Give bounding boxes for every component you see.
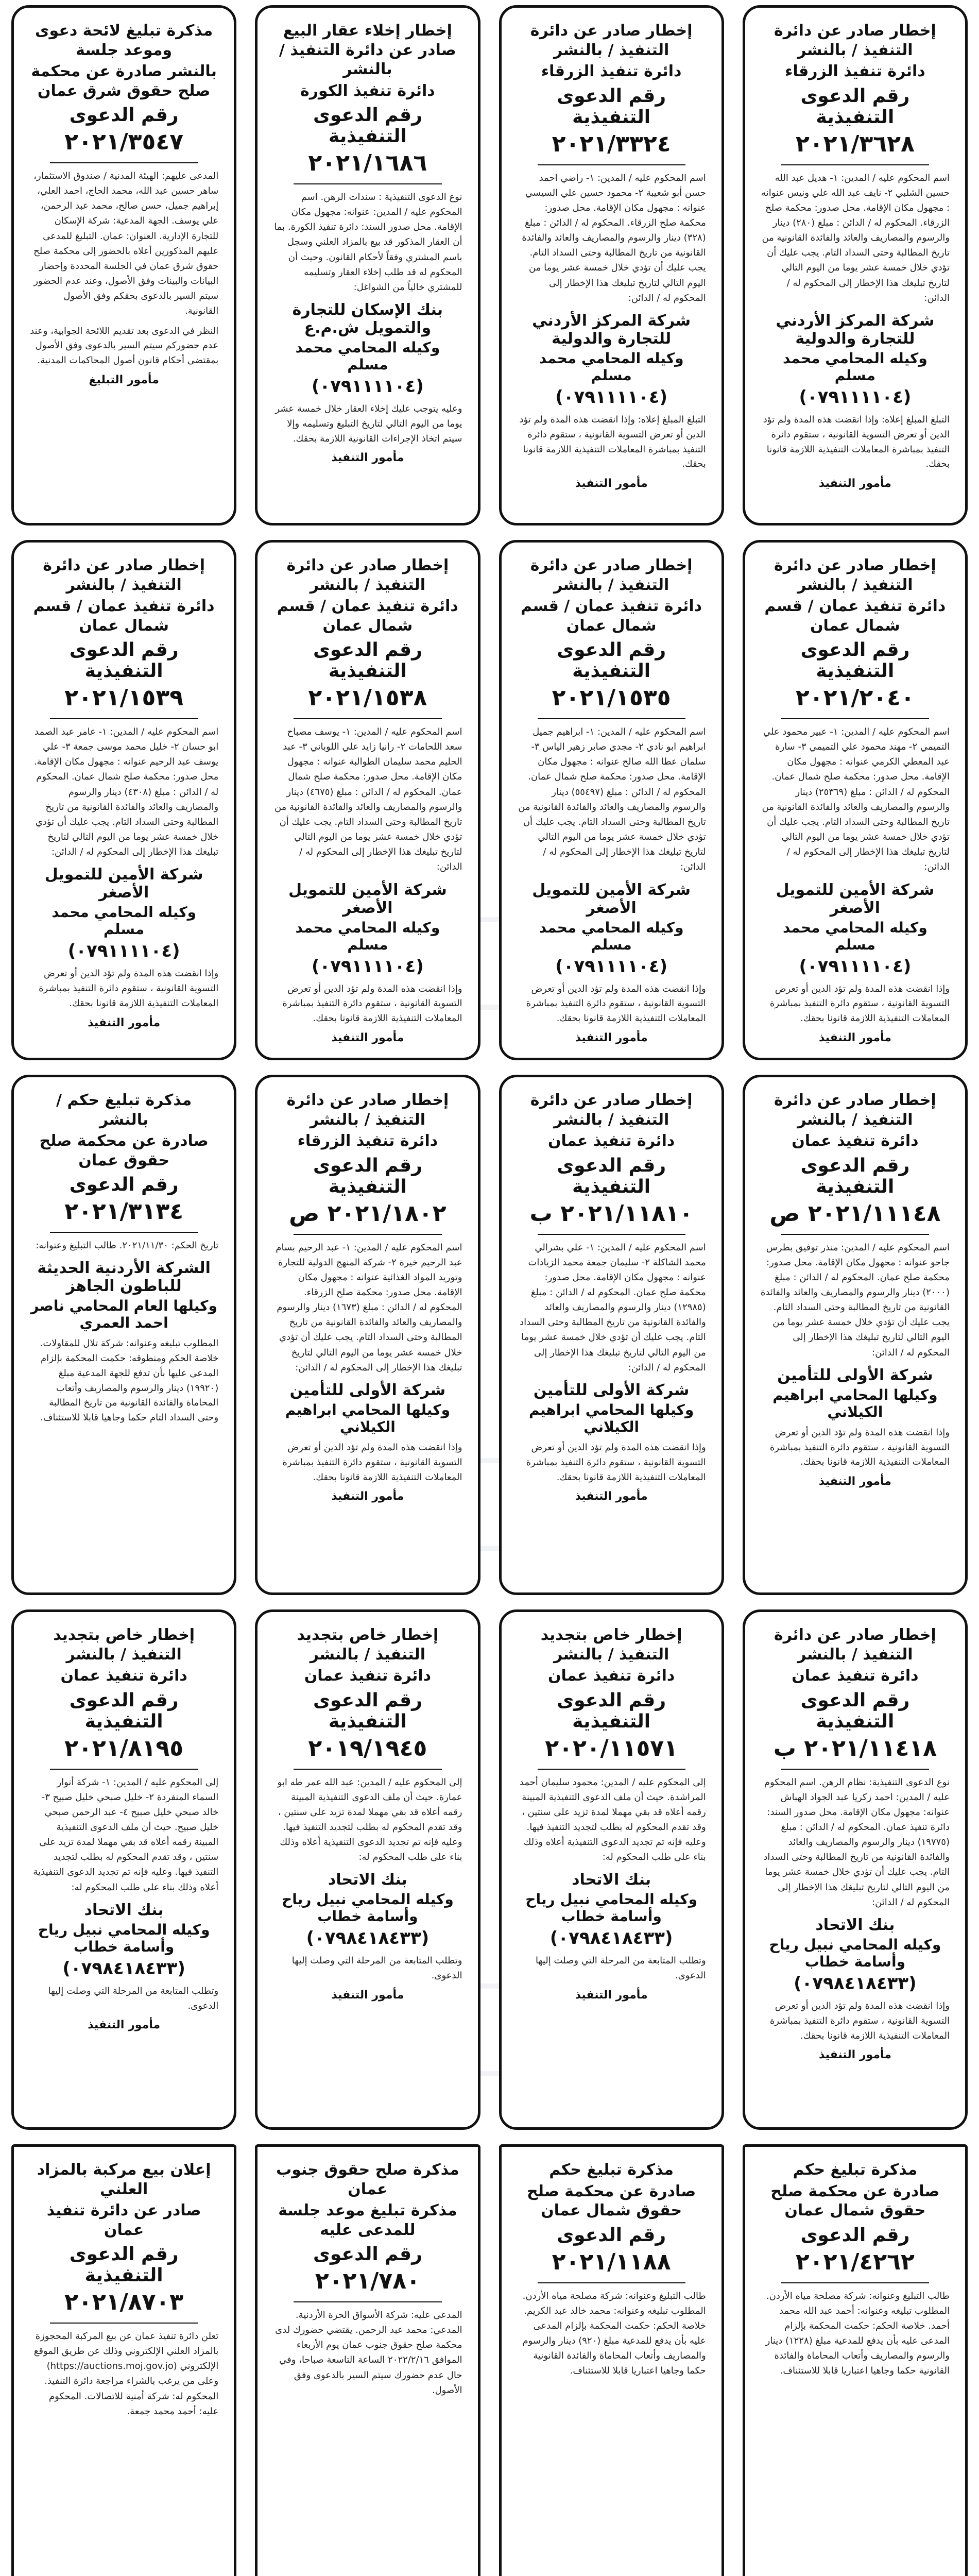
lawyer-name: وكيله المحامي نبيل رياح وأسامة خطاب bbox=[769, 1936, 941, 1970]
notice-body: اسم المحكوم عليه / المدين: ١- عامر عبد الصمد ابو حسان ٢- خليل محمد موسى جمعة ٣- علي يوسف عبد الرحيم عنوانه : مجهول مكان الإقامة. محل صدور: محكمة صلح شمال عمان. المحكوم له / الدائن : مبلغ (٤٣٠٨) دينار والرسوم والمصاريف والعائد والفائدة القانونية من تاريخ المطالبة وحتى السداد التام. يجب عليك أن تؤدي خلال خمسة عشر يوما من اليوم التالي لتاريخ تبليغك هذا الإخطار إلى المحكوم له / الدائن: bbox=[33, 726, 219, 858]
legal-notice bbox=[11, 1609, 236, 2130]
notice-signature: مأمور التنفيذ bbox=[331, 1031, 404, 1044]
creditor-name: شركة الأولى للتأمين bbox=[777, 1366, 933, 1384]
notice-subheading: دائرة تنفيذ عمان / قسم شمال عمان bbox=[277, 597, 458, 635]
notice-heading: مذكرة تبليغ لائحة دعوى وموعد جلسة bbox=[35, 22, 213, 59]
case-label: رقم الدعوى التنفيذية bbox=[69, 2244, 179, 2286]
divider bbox=[50, 1769, 198, 1770]
notice-heading: إخطار صادر عن دائرة التنفيذ / بالنشر bbox=[774, 1091, 936, 1129]
phone-number: (٠٧٩١١١١٠٤) bbox=[311, 376, 424, 397]
creditor-name: شركة الأمين للتمويل الأصغر bbox=[288, 880, 447, 917]
creditor-name: شركة المركز الأردني للتجارة والدولية bbox=[532, 311, 691, 348]
notice-signature: مأمور التنفيذ bbox=[818, 1031, 891, 1044]
notice-signature: مأمور التنفيذ bbox=[818, 477, 891, 490]
notice-subheading: صادرة عن محكمة صلح حقوق شمال عمان bbox=[526, 2182, 696, 2219]
lawyer-name: وكيله المحامي نبيل رياح وأسامة خطاب bbox=[38, 1921, 210, 1955]
phone-number: (٠٧٩١١١١٠٤) bbox=[799, 386, 912, 408]
case-number: ٢٠٢١/٨١٩٥ bbox=[64, 1735, 184, 1761]
notice-body: اسم المحكوم عليه / المدين: ١- علي بشرالي محمد الشاكلة ٢- سليمان جمعة محمد الزيادات عنوانه : مجهول مكان الإقامة. محل صدور: محكمة صلح عمان. المحكوم له / الدائن : مبلغ (١٢٩٨٥) دينار والرسوم والمصاريف والعائد والفائدة القانونية من تاريخ المطالبة وحتى السداد التام. يجب عليك أن تؤدي خلال خمسة عشر يوما من اليوم التالي لتاريخ تبليغك هذا الإخطار إلى المحكوم له / الدائن: bbox=[520, 1242, 706, 1373]
notice-body: تعلن دائرة تنفيذ عمان عن بيع المركبة المحجوزة بالمزاد العلني الإلكتروني وذلك عن طريق الموقع الإلكتروني (https://auctions.moj.gov.jo) وعلى من يرغب بالشراء مراجعة دائرة التنفيذ. المحكوم له: شركة أمنية للاتصالات. المحكوم عليه: أحمد محمد جمعة. bbox=[33, 2331, 219, 2417]
notice-closing-text: وإذا انقضت هذه المدة ولم تؤد الدين أو تعرض التسوية القانونية ، ستقوم دائرة التنفيذ بمباشرة المعاملات التنفيذية اللازمة قانونا بحقك. bbox=[769, 1427, 950, 1468]
lawyer-name: وكيلها العام المحامي ناصر احمد العمري bbox=[30, 1297, 217, 1332]
divider bbox=[294, 1234, 441, 1235]
notice-body: إلى المحكوم عليه / المدين: عبد الله عمر طه ابو عمارة. حيث أن ملف الدعوى التنفيذية المبينة رقمه أعلاه قد بقي مهملا لمدة تزيد على سنتين ، وقد تقدم المحكوم له بطلب لتجديد التنفيذ فيها. وعليه فإنه تم تجديد الدعوى التنفيذية أعلاه وذلك بناء على طلب المحكوم له: bbox=[277, 1776, 462, 1863]
case-label: رقم الدعوى التنفيذية bbox=[313, 1689, 422, 1732]
case-label: رقم الدعوى التنفيذية bbox=[800, 1155, 910, 1197]
notice-subheading: دائرة تنفيذ عمان / قسم شمال عمان bbox=[33, 597, 215, 635]
notice-signature: مأمور التنفيذ bbox=[818, 1475, 891, 1488]
case-number: ٢٠٢١/١٥٣٩ bbox=[64, 685, 184, 711]
creditor-name: شركة الأمين للتمويل الأصغر bbox=[776, 880, 935, 917]
notice-closing-text: المطلوب تبليغه وعنوانه: شركة تلال للمقاولات. خلاصة الحكم ومنطوقه: حكمت المحكمة بإلزام المدعى عليها بأن تدفع للجهة المدعية مبلغ (١٩٩٢٠) دينار والرسوم والمصاريف وأتعاب المحاماة والفائدة القانونية من تاريخ المطالبة وحتى السداد التام حكما وجاهيا قابلا للاستئناف. bbox=[40, 1338, 219, 1423]
notice-body: اسم المحكوم عليه / المدين: ١- راضي احمد حسن أبو شعيبة ٢- محمود حسين علي السيسي عنوانه : مجهول مكان الإقامة. محل صدور: محكمة صلح الزرقاء. المحكوم له / الدائن : مبلغ (٣٢٨) دينار والرسوم والمصاريف والعائد والفائدة القانونية من تاريخ المطالبة وحتى السداد التام. يجب عليك أن تؤدي خلال خمسة عشر يوما من اليوم التالي لتاريخ تبليغك هذا الإخطار إلى المحكوم له / الدائن: bbox=[522, 172, 706, 303]
notice-body: تاريخ الحكم: ٢٠٢١/١١/٣٠. طالب التبليغ وعنوانه: bbox=[36, 1240, 219, 1251]
case-label: رقم الدعوى التنفيذية bbox=[69, 1689, 179, 1732]
case-label: رقم الدعوى التنفيذية bbox=[557, 1689, 666, 1732]
notice-body: اسم المحكوم عليه / المدين: ١- ابراهيم جميل ابراهيم ابو نادي ٢- مجدي صابر زهير الياس ٣- سلمان عطا الله صالح عنوانه : مجهول مكان الإقامة. محل صدور: محكمة صلح شمال عمان. المحكوم له / الدائن : مبلغ (٥٥٤٩٧) دينار والرسوم والمصاريف والعائد والفائدة القانونية من تاريخ المطالبة وحتى السداد التام. يجب عليك أن تؤدي خلال خمسة عشر يوما من اليوم التالي لتاريخ تبليغك هذا الإخطار إلى المحكوم له / الدائن: bbox=[518, 726, 706, 873]
notice-heading: إخطار صادر عن دائرة التنفيذ / بالنشر bbox=[286, 1091, 449, 1129]
lawyer-name: وكيله المحامي محمد مسلم bbox=[539, 349, 684, 384]
notice-body: اسم المحكوم عليه / المدين: ١- هديل عبد الله حسين الشلبي ٢- نايف عبد الله علي ونيس عنوانه : مجهول مكان الإقامة. محل صدور: محكمة صلح الزرقاء. المحكوم له / الدائن : مبلغ (٢٨٠) دينار والرسوم والمصاريف والعائد والفائدة القانونية من تاريخ المطالبة وحتى السداد التام. يجب عليك أن تؤدي خلال خمسة عشر يوما من اليوم التالي لتاريخ تبليغك هذا الإخطار إلى المحكوم له / الدائن: bbox=[761, 172, 950, 303]
case-number: ٢٠٢١/١٥٣٨ bbox=[308, 685, 427, 711]
case-number: ٢٠٢١/١١٨٨ bbox=[552, 2248, 671, 2275]
notice-heading: إخطار صادر عن دائرة التنفيذ / بالنشر bbox=[774, 1626, 936, 1664]
notices-grid bbox=[11, 5, 968, 2576]
legal-notice bbox=[255, 2144, 480, 2576]
divider bbox=[50, 718, 198, 719]
notice-heading: مذكرة تبليغ حكم / بالنشر bbox=[56, 1091, 192, 1129]
notice-signature: مأمور التبليغ bbox=[89, 373, 159, 386]
case-number: ٢٠٢١/٣٣٢٤ bbox=[552, 130, 671, 157]
divider bbox=[781, 1769, 929, 1770]
case-label: رقم الدعوى التنفيذية bbox=[69, 639, 179, 682]
legal-notice bbox=[255, 5, 480, 526]
divider bbox=[781, 164, 929, 165]
notice-signature: مأمور التنفيذ bbox=[575, 1490, 648, 1503]
divider bbox=[294, 718, 441, 719]
notice-body: نوع الدعوى التنفيذية: نظام الرهن. اسم المحكوم عليه / المدين: احمد زكريا عبد الجواد الهباش عنوانه: مجهول مكان الإقامة. محل صدور السند: دائرة تنفيذ عمان. المحكوم له / الدائن : مبلغ (١٩٧٧٥) دينار والرسوم والمصاريف والعائد والفائدة القانونية من تاريخ المطالبة وحتى السداد التام. يجب عليك أن تؤدي خلال خمسة عشر يوما من اليوم التالي لتاريخ تبليغك هذا الإخطار إلى المحكوم له / الدائن: bbox=[763, 1776, 950, 1908]
notice-heading: إخطار صادر عن دائرة التنفيذ / بالنشر bbox=[530, 1091, 693, 1129]
phone-number: (٠٧٩١١١١٠٤) bbox=[799, 956, 912, 977]
divider bbox=[50, 1232, 198, 1233]
notice-body: المدعى عليهم: الهيئة المدنية / صندوق الاستثمار، ساهر حسين عبد الله، محمد الحاج، احمد العلي، إبراهيم جميل، حسن صالح، محمد عبد الرحمن، علي يوسف. الجهة المدعية: شركة الإسكان للتجارة الإدارية. العنوان: عمان. التبليغ للمدعى عليهم المذكورين أعلاه بالحضور إلى محكمة صلح حقوق شرق عمان في الجلسة المحددة وإحضار البيانات والبينات وفق الأصول، وعند عدم الحضور سيتم السير بالدعوى بحقكم وفق الأصول القانونية. bbox=[33, 171, 219, 317]
notice-subheading: دائرة تنفيذ عمان / قسم شمال عمان bbox=[521, 597, 702, 635]
notice-body: المدعى عليه: شركة الأسواق الحرة الأردنية. المدعي: محمد عبد الرحمن. يقتضي حضورك لدى محكمة صلح حقوق جنوب عمان يوم الأربعاء الموافق ٢٠٢٢/٢/١٦ الساعة التاسعة صباحا، وفي حال عدم حضورك سيتم السير بالدعوى وفق الأصول. bbox=[275, 2310, 462, 2396]
creditor-name: الشركة الأردنية الحديثة للباطون الجاهز bbox=[37, 1259, 211, 1296]
notice-heading: مذكرة صلح حقوق جنوب عمان bbox=[276, 2161, 459, 2198]
case-label: رقم الدعوى التنفيذية bbox=[557, 85, 666, 128]
case-number: ٢٠٢١/٣١٣٤ bbox=[64, 1198, 184, 1225]
case-number: ٢٠١٩/١٩٤٥ bbox=[308, 1735, 427, 1761]
notice-subheading: دائرة تنفيذ الزرقاء bbox=[785, 62, 925, 80]
case-label: رقم الدعوى التنفيذية bbox=[800, 85, 910, 128]
notice-heading: إعلان بيع مركبة بالمزاد العلني bbox=[37, 2161, 211, 2198]
case-number: ٢٠٢١/١١٤١٨ ب bbox=[773, 1735, 937, 1761]
case-number: ٢٠٢١/٧٨٠ bbox=[315, 2268, 420, 2294]
notice-closing-text: وإذا انقضت هذه المدة ولم تؤد الدين أو تعرض التسوية القانونية ، ستقوم دائرة التنفيذ بمباشرة المعاملات التنفيذية اللازمة قانونا بحقك. bbox=[39, 968, 219, 1009]
case-label: رقم الدعوى bbox=[69, 1174, 179, 1195]
notice-closing-text: وإذا انقضت هذه المدة ولم تؤد الدين أو تعرض التسوية القانونية ، ستقوم دائرة التنفيذ بمباشرة المعاملات التنفيذية اللازمة قانونا بحقك. bbox=[282, 983, 462, 1024]
notice-subheading: دائرة تنفيذ عمان bbox=[792, 1132, 919, 1150]
phone-number: (٠٧٩٨٤١٨٤٣٣) bbox=[794, 1973, 917, 1994]
notice-body: اسم المحكوم عليه / المدين: ١- عبد الرحيم بسام عبد الرحيم خيرة ٢- شركة المنهج الدولية للتجارة وتوريد المواد الغذائية عنوانه : مجهول مكان الإقامة. محل صدور: محكمة صلح الزرقاء. المحكوم له / الدائن : مبلغ (١٦٧٣) دينار والرسوم والمصاريف والعائد والفائدة القانونية من تاريخ المطالبة وحتى السداد التام. يجب عليك أن تؤدي خلال خمسة عشر يوما من اليوم التالي لتاريخ تبليغك هذا الإخطار إلى المحكوم له / الدائن: bbox=[276, 1242, 462, 1373]
phone-number: (٠٧٩٨٤١٨٤٣٣) bbox=[549, 1928, 673, 1949]
notice-body: طالب التبليغ وعنوانه: شركة مصلحة مياه الأردن. المطلوب تبليغه وعنوانه: أحمد عبد الله محمد أحمد. خلاصة الحكم: حكمت المحكمة بإلزام المدعى عليه بأن يدفع للمدعية مبلغ (١٢٢٨) دينار والرسوم والمصاريف وأتعاب المحاماة والفائدة القانونية حكما وجاهيا اعتباريا قابلا للاستئناف. bbox=[765, 2290, 950, 2377]
notice-closing-text: وإذا انقضت هذه المدة ولم تؤد الدين أو تعرض التسوية القانونية ، ستقوم دائرة التنفيذ بمباشرة المعاملات التنفيذية اللازمة قانونا بحقك. bbox=[526, 1442, 706, 1483]
notice-closing-text: وعليه يتوجب عليك إخلاء العقار خلال خمسة عشر يوما من اليوم التالي لتاريخ التبليغ وتسليمه وإلا سيتم اتخاذ الإجراءات القانونية اللازمة بحقك. bbox=[275, 403, 462, 444]
notice-heading: إخطار صادر عن دائرة التنفيذ / بالنشر bbox=[774, 556, 936, 594]
notice-closing-text: وإذا انقضت هذه المدة ولم تؤد الدين أو تعرض التسوية القانونية ، ستقوم دائرة التنفيذ بمباشرة المعاملات التنفيذية اللازمة قانونا بحقك. bbox=[526, 983, 706, 1024]
divider bbox=[294, 2301, 441, 2302]
notice-subheading: دائرة تنفيذ عمان bbox=[60, 1667, 187, 1685]
lawyer-name: وكيله المحامي محمد مسلم bbox=[295, 919, 440, 953]
notice-closing-text: وإذا انقضت هذه المدة ولم تؤد الدين أو تعرض التسوية القانونية ، ستقوم دائرة التنفيذ بمباشرة المعاملات التنفيذية اللازمة قانونا بحقك. bbox=[769, 983, 950, 1024]
lawyer-name: وكيله المحامي نبيل رياح وأسامة خطاب bbox=[525, 1891, 697, 1925]
legal-notice bbox=[11, 1075, 236, 1595]
legal-notice bbox=[499, 1075, 724, 1595]
lawyer-name: وكيله المحامي محمد مسلم bbox=[783, 919, 928, 953]
phone-number: (٠٧٩٨٤١٨٤٣٣) bbox=[306, 1928, 430, 1949]
case-number: ٢٠٢١/١٦٨٦ bbox=[308, 150, 427, 176]
case-label: رقم الدعوى bbox=[69, 105, 179, 126]
notice-closing-text: وتطلب المتابعة من المرحلة التي وصلت إليها الدعوى. bbox=[291, 1955, 462, 1981]
case-number: ٢٠٢١/١١١٤٨ ص bbox=[769, 1200, 941, 1227]
notice-signature: مأمور التنفيذ bbox=[331, 1490, 404, 1503]
notice-subheading: دائرة تنفيذ عمان bbox=[792, 1667, 919, 1685]
case-number: ٢٠٢١/١٨٠٢ ص bbox=[289, 1200, 446, 1227]
notice-closing-text: وتطلب المتابعة من المرحلة التي وصلت إليها الدعوى. bbox=[536, 1955, 706, 1981]
notice-subheading: صادرة عن محكمة صلح حقوق شمال عمان bbox=[770, 2182, 940, 2219]
case-number: ٢٠٢١/٣٦٢٨ bbox=[795, 130, 915, 157]
case-label: رقم الدعوى التنفيذية bbox=[800, 639, 910, 682]
divider bbox=[781, 2282, 929, 2283]
phone-number: (٠٧٩١١١١٠٤) bbox=[555, 386, 668, 408]
case-number: ٢٠٢١/٨٧٠٣ bbox=[64, 2289, 184, 2315]
case-label: رقم الدعوى التنفيذية bbox=[557, 1155, 666, 1197]
divider bbox=[781, 718, 929, 719]
creditor-name: بنك الاتحاد bbox=[84, 1901, 164, 1919]
creditor-name: بنك الاتحاد bbox=[815, 1916, 895, 1934]
notice-heading: إخطار خاص بتجديد التنفيذ / بالنشر bbox=[53, 1626, 195, 1664]
notice-subheading: دائرة تنفيذ عمان / قسم شمال عمان bbox=[764, 597, 946, 635]
case-label: رقم الدعوى bbox=[557, 2224, 666, 2246]
notice-heading: مذكرة تبليغ حكم bbox=[793, 2161, 918, 2179]
legal-notice bbox=[255, 1075, 480, 1595]
notice-subheading: دائرة تنفيذ عمان bbox=[547, 1667, 675, 1685]
creditor-name: بنك الاتحاد bbox=[328, 1871, 407, 1889]
creditor-name: بنك الاتحاد bbox=[572, 1871, 651, 1889]
legal-notice bbox=[11, 5, 236, 526]
case-number: ٢٠٢١/٤٢٦٢ bbox=[795, 2248, 915, 2275]
notice-signature: مأمور التنفيذ bbox=[818, 2048, 891, 2062]
lawyer-name: وكيله المحامي محمد مسلم bbox=[51, 904, 196, 938]
notice-subheading: دائرة تنفيذ عمان bbox=[304, 1667, 432, 1685]
legal-notice bbox=[743, 1075, 968, 1595]
notice-heading: إخطار صادر عن دائرة التنفيذ / بالنشر bbox=[530, 22, 693, 59]
case-number: ٢٠٢٠/١١٥٧١ bbox=[545, 1735, 678, 1761]
creditor-name: شركة الأمين للتمويل الأصغر bbox=[532, 880, 691, 917]
phone-number: (٠٧٩٨٤١٨٤٣٣) bbox=[62, 1958, 185, 1979]
legal-notice bbox=[499, 540, 724, 1060]
legal-notice bbox=[499, 1609, 724, 2130]
notice-signature: مأمور التنفيذ bbox=[575, 1031, 648, 1044]
divider bbox=[50, 2323, 198, 2324]
legal-notice bbox=[743, 2144, 968, 2576]
notice-subheading: دائرة تنفيذ الزرقاء bbox=[541, 62, 682, 80]
legal-notice bbox=[743, 5, 968, 526]
divider bbox=[538, 2282, 685, 2283]
legal-notice bbox=[255, 540, 480, 1060]
lawyer-name: وكيله المحامي محمد مسلم bbox=[539, 919, 684, 953]
notice-signature: مأمور التنفيذ bbox=[331, 451, 404, 465]
notice-closing-text: التبلغ المبلغ إعلاه: وإذا انقضت هذه المدة ولم تؤد الدين أو تعرض التسوية القانونية ، ستقوم دائرة التنفيذ بمباشرة المعاملات التنفيذية اللازمة قانونا بحقك. bbox=[763, 414, 950, 470]
notice-subheading: دائرة تنفيذ الزرقاء bbox=[297, 1132, 438, 1150]
case-number: ٢٠٢١/٣٥٤٧ bbox=[64, 129, 184, 155]
phone-number: (٠٧٩١١١١٠٤) bbox=[555, 956, 668, 977]
creditor-name: شركة الأولى للتأمين bbox=[533, 1381, 690, 1399]
divider bbox=[50, 162, 198, 163]
creditor-name: شركة الأمين للتمويل الأصغر bbox=[44, 866, 203, 902]
notice-body: اسم المحكوم عليه / المدين: منذر توفيق بطرس جاجو عنوانه : مجهول مكان الإقامة. محل صدور: محكمة صلح عمان. المحكوم له / الدائن : مبلغ (٢٠٠٠) دينار والرسوم والمصاريف والعائد والفائدة القانونية من تاريخ المطالبة وحتى السداد التام. يجب عليك أن تؤدي خلال خمسة عشر يوما من اليوم التالي لتاريخ تبليغك هذا الإخطار إلى المحكوم له / الدائن: bbox=[760, 1242, 950, 1358]
notice-body: اسم المحكوم عليه / المدين: ١- عبير محمود علي التميمي ٢- مهند محمود علي التميمي ٣- سارة عبد المعطي الكرمي عنوانه : مجهول مكان الإقامة. محل صدور: محكمة صلح شمال عمان. المحكوم له / الدائن : مبلغ (٢٥٣٦٩) دينار والرسوم والمصاريف والعائد والفائدة القانونية من تاريخ المطالبة وحتى السداد التام. يجب عليك أن تؤدي خلال خمسة عشر يوما من اليوم التالي لتاريخ تبليغك هذا الإخطار إلى المحكوم له / الدائن: bbox=[762, 726, 950, 873]
divider bbox=[538, 1769, 685, 1770]
phone-number: (٠٧٩١١١١٠٤) bbox=[67, 941, 180, 962]
notice-body: اسم المحكوم عليه / المدين: ١- يوسف مصباح سعد اللحامات ٢- رانيا زايد علي اللوباني ٣- عبد الحليم محمد سليمان الطوالبة عنوانه : مجهول مكان الإقامة. محل صدور: محكمة صلح شمال عمان. المحكوم له / الدائن : مبلغ (٤٦٧٥) دينار والرسوم والمصاريف والعائد والفائدة القانونية من تاريخ المطالبة وحتى السداد التام. يجب عليك أن تؤدي خلال خمسة عشر يوما من اليوم التالي لتاريخ تبليغك هذا الإخطار إلى المحكوم له / الدائن: bbox=[274, 726, 462, 873]
creditor-name: شركة الأولى للتأمين bbox=[289, 1381, 446, 1399]
notice-subheading: بالنشر صادرة عن محكمة صلح حقوق شرق عمان bbox=[31, 62, 217, 100]
divider bbox=[538, 164, 685, 165]
legal-notice bbox=[499, 2144, 724, 2576]
lawyer-name: وكيلها المحامي ابراهيم الكيلاني bbox=[529, 1401, 694, 1435]
notice-signature: مأمور التنفيذ bbox=[331, 1989, 404, 2002]
notice-subheading: مذكرة تبليغ موعد جلسة للمدعى عليه bbox=[278, 2201, 457, 2239]
notice-closing-text: وتطلب المتابعة من المرحلة التي وصلت إليها الدعوى. bbox=[48, 1985, 219, 2011]
legal-notice bbox=[499, 5, 724, 526]
legal-notice bbox=[743, 1609, 968, 2130]
phone-number: (٠٧٩١١١١٠٤) bbox=[311, 956, 424, 977]
legal-notice bbox=[743, 540, 968, 1060]
notice-heading: إخطار خاص بتجديد التنفيذ / بالنشر bbox=[540, 1626, 682, 1664]
notice-heading: إخطار صادر عن دائرة التنفيذ / بالنشر bbox=[774, 22, 936, 59]
notice-signature: مأمور التنفيذ bbox=[575, 1989, 648, 2002]
notice-body: طالب التبليغ وعنوانه: شركة مصلحة مياه الأردن. المطلوب تبليغه وعنوانه: محمد خالد عبد الكريم. خلاصة الحكم: حكمت المحكمة بإلزام المدعى عليه بأن يدفع للمدعية مبلغ (٩٢٠) دينار والرسوم والمصاريف وأتعاب المحاماة والفائدة القانونية حكما وجاهيا اعتباريا قابلا للاستئناف. bbox=[522, 2290, 706, 2377]
case-label: رقم الدعوى التنفيذية bbox=[313, 105, 422, 147]
notice-signature: مأمور التنفيذ bbox=[88, 1016, 161, 1029]
notice-heading: إخطار إخلاء عقار البيع صادر عن دائرة التنفيذ / بالنشر bbox=[279, 22, 456, 78]
creditor-name: شركة المركز الأردني للتجارة والدولية bbox=[776, 311, 935, 348]
notice-closing-text: وإذا انقضت هذه المدة ولم تؤد الدين أو تعرض التسوية القانونية ، ستقوم دائرة التنفيذ بمباشرة المعاملات التنفيذية اللازمة قانونا بحقك. bbox=[282, 1442, 462, 1483]
notice-heading: إخطار صادر عن دائرة التنفيذ / بالنشر bbox=[43, 556, 205, 594]
case-label: رقم الدعوى التنفيذية bbox=[557, 639, 666, 682]
legal-notice bbox=[11, 2144, 236, 2576]
lawyer-name: وكيلها المحامي ابراهيم الكيلاني bbox=[285, 1401, 450, 1435]
lawyer-name: وكيلها المحامي ابراهيم الكيلاني bbox=[772, 1386, 938, 1420]
divider bbox=[538, 718, 685, 719]
notice-subheading: صادر عن دائرة تنفيذ عمان bbox=[46, 2201, 201, 2239]
case-label: رقم الدعوى التنفيذية bbox=[800, 1689, 910, 1732]
lawyer-name: وكيله المحامي محمد مسلم bbox=[295, 339, 440, 374]
legal-notice bbox=[255, 1609, 480, 2130]
case-label: رقم الدعوى التنفيذية bbox=[313, 639, 422, 682]
case-label: رقم الدعوى bbox=[313, 2244, 422, 2265]
notice-closing-text: التبلغ المبلغ إعلاه: وإذا انقضت هذه المدة ولم تؤد الدين أو تعرض التسوية القانونية ، ستقوم دائرة التنفيذ بمباشرة المعاملات التنفيذية اللازمة قانونا بحقك. bbox=[519, 414, 706, 470]
notice-heading: إخطار خاص بتجديد التنفيذ / بالنشر bbox=[297, 1626, 439, 1664]
notice-closing-text: النظر في الدعوى بعد تقديم اللائحة الجوابية، وعند عدم حضوركم سيتم السير بالدعوى وفق الأصول بمقتضى أحكام قانون أصول المحاكمات المدنية. bbox=[30, 325, 219, 366]
notice-subheading: دائرة تنفيذ الكورة bbox=[300, 81, 435, 100]
notice-subheading: دائرة تنفيذ عمان bbox=[547, 1132, 675, 1150]
notice-body: نوع الدعوى التنفيذية : سندات الرهن. اسم المحكوم عليه / المدين: عنوانه: مجهول مكان الإقامة. محل صدور السند: دائرة تنفيذ الكورة. بما أن العقار المذكور قد بيع بالمزاد العلني وسجل باسم المشتري وفقاً لأحكام القانون. وحيث أن المحكوم له قد طلب إخلاء العقار وتسليمه للمشتري خالياً من الشواغل: bbox=[274, 192, 462, 293]
case-number: ٢٠٢١/١٥٣٥ bbox=[552, 685, 671, 711]
notice-body: إلى المحكوم عليه / المدين: ١- شركة أنوار السماء المنفردة ٢- خليل صبحي خليل صبيح ٣- خالد صبحي خليل صبيح ٤- عبد الرحمن صبحي خليل صبيح. حيث أن ملف الدعوى التنفيذية المبينة رقمه أعلاه قد بقي مهملا لمدة تزيد على سنتين ، وقد تقدم المحكوم له بطلب لتجديد التنفيذ فيها. وعليه فإنه تم تجديد الدعوى التنفيذية أعلاه وذلك بناء على طلب المحكوم له: bbox=[33, 1776, 219, 1893]
notice-heading: إخطار صادر عن دائرة التنفيذ / بالنشر bbox=[286, 556, 449, 594]
divider bbox=[294, 1769, 441, 1770]
creditor-name: بنك الإسكان للتجارة والتمويل ش.م.ع bbox=[292, 301, 443, 337]
case-number: ٢٠٢١/٢٠٤٠ bbox=[795, 685, 915, 711]
notice-closing-text: وإذا انقضت هذه المدة ولم تؤد الدين أو تعرض التسوية القانونية ، ستقوم دائرة التنفيذ بمباشرة المعاملات التنفيذية اللازمة قانونا بحقك. bbox=[769, 2000, 950, 2041]
notice-signature: مأمور التنفيذ bbox=[575, 477, 648, 490]
notice-heading: إخطار صادر عن دائرة التنفيذ / بالنشر bbox=[530, 556, 693, 594]
notice-subheading: صادرة عن محكمة صلح حقوق عمان bbox=[39, 1132, 209, 1170]
divider bbox=[538, 1234, 685, 1235]
divider bbox=[781, 1234, 929, 1235]
case-label: رقم الدعوى التنفيذية bbox=[313, 1155, 422, 1197]
legal-notice bbox=[11, 540, 236, 1060]
notice-heading: مذكرة تبليغ حكم bbox=[549, 2161, 674, 2179]
lawyer-name: وكيله المحامي محمد مسلم bbox=[783, 349, 928, 384]
case-label: رقم الدعوى bbox=[800, 2224, 910, 2246]
notice-body: إلى المحكوم عليه / المدين: محمود سليمان أحمد المراشدة. حيث أن ملف الدعوى التنفيذية المبينة رقمه أعلاه قد بقي مهملا لمدة تزيد على سنتين ، وقد تقدم المحكوم له بطلب لتجديد التنفيذ فيها. وعليه فإنه تم تجديد الدعوى التنفيذية أعلاه وذلك بناء على طلب المحكوم له: bbox=[519, 1776, 706, 1863]
divider bbox=[294, 183, 441, 184]
lawyer-name: وكيله المحامي نبيل رياح وأسامة خطاب bbox=[282, 1891, 454, 1925]
case-number: ٢٠٢١/١١٨١٠ ب bbox=[529, 1200, 693, 1227]
notice-signature: مأمور التنفيذ bbox=[88, 2019, 161, 2032]
